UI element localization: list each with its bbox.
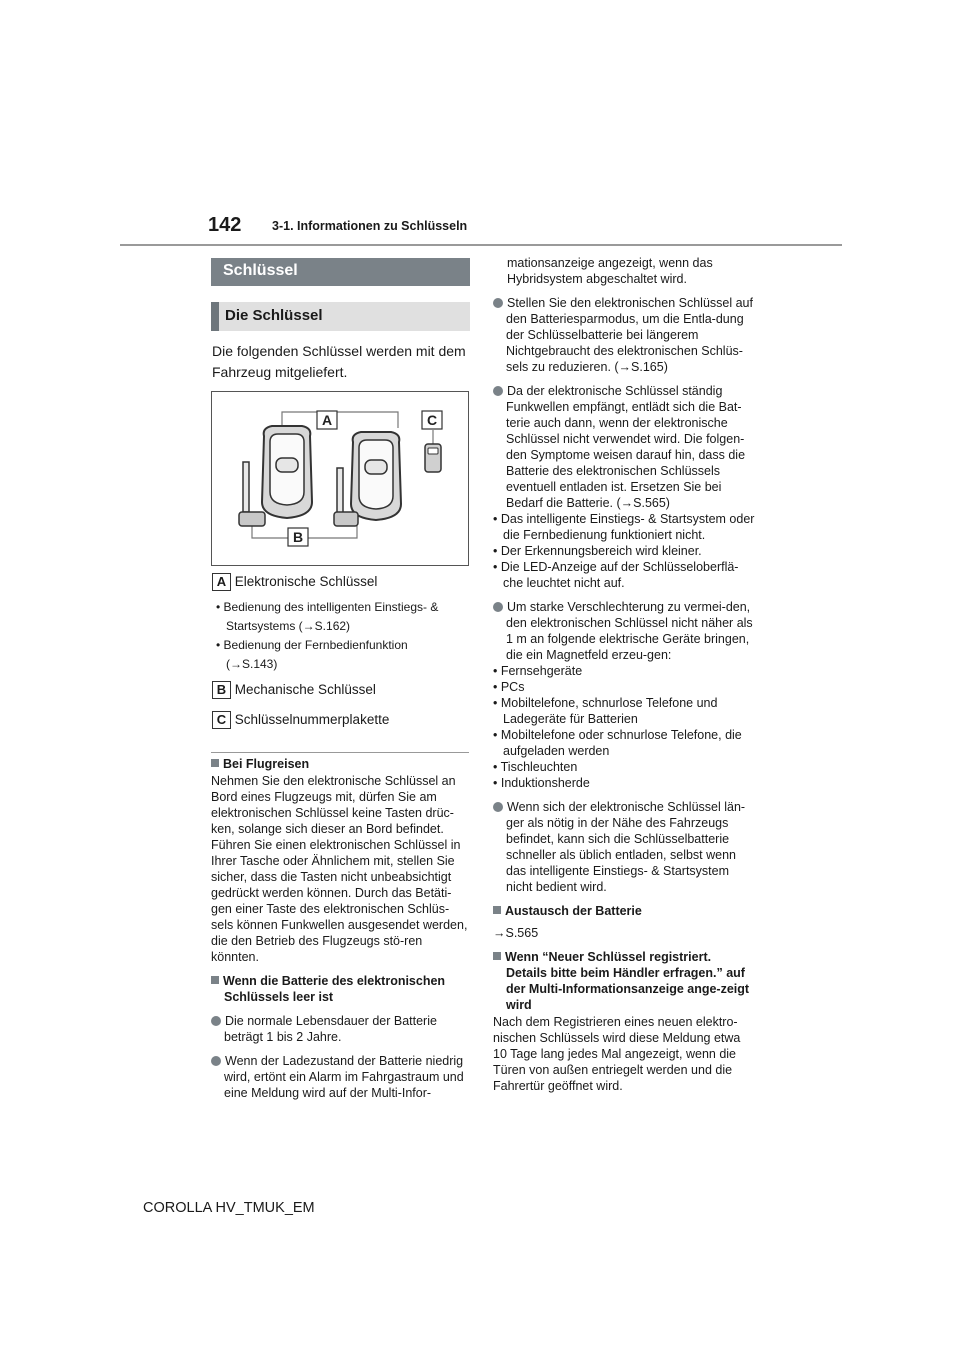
right-column [493,255,755,1094]
left-divider [211,752,469,753]
svg-text:B: B [292,529,304,545]
key-figure [211,391,469,566]
legend-b-label: Mechanische Schlüssel [234,682,376,697]
note-heading-new-key: Wenn “Neuer Schlüssel registriert. Details bitte beim Händler erfragen.” auf der Multi-Informationsanzeige ange-zeigt wird [493,949,755,1013]
legend-c-label: Schlüsselnummerplakette [234,712,390,727]
circle-bullet-icon [493,602,503,612]
note-heading-battery-replace: Austausch der Batterie [493,903,755,919]
key-number-plate [425,444,441,472]
note-flight-text: Nehmen Sie den elektronische Schlüssel an Bord eines Flugzeugs mit, dürfen Sie am elektronischen Schlüssel keine Tasten drüc-ken, solange sich dieser an Bord befindet. Führen Sie einen elektronischen Schlüssel in Ihrer Tasche oder Ähnlichem mit, stellen Sie sicher, dass die Tasten nicht unbeabsichtigt gedrückt werden können. Durch das Betäti-gen einer Taste des elektronischen Schlüs-sels können Funkwellen ausgesendet werden, die den Betrieb des Flugzeugs stö-ren könnten. [211,774,468,964]
electronic-key-left [262,426,312,518]
section-title: Schlüssel [211,258,470,286]
badge-c: C [212,711,231,729]
electronic-key-right [351,432,401,520]
figure-badge-a [317,411,337,429]
bullet-battery-alarm-cont: mationsanzeige angezeigt, wenn das Hybridsystem abgeschaltet wird. [507,256,713,286]
note-heading-flight: Bei Flugreisen [211,756,471,772]
symptom-1: • Das intelligente Einstiegs- & Startsystem oder die Fernbedienung funktioniert nicht. [493,512,755,542]
legend-a-bullet-2: • Bedienung der Fernbedienfunktion [216,638,408,652]
bullet-battery-save-mode: Stellen Sie den elektronischen Schlüssel auf den Batteriesparmodus, um die Entla-dung der Schlüsselbatterie bei längerem Nichtgebraucht des elektronischen Schlüs-sels zu reduzieren. (→S.165) [493,295,755,375]
bullet-magnetic-field: Um starke Verschlechterung zu vermei-den, den elektronischen Schlüssel nicht näher als 1 m an folgende elektrische Geräte bringen, die ein Magnetfeld erzeu-gen: [493,599,755,663]
legend-a-bullet-1-cont: Startsystems (→S.162) [226,619,351,633]
svg-text:C: C [426,412,438,428]
device-5: • Tischleuchten [493,760,578,774]
left-notes [211,756,471,1101]
circle-bullet-icon [211,1056,221,1066]
bullet-near-vehicle: Wenn sich der elektronische Schlüssel län-ger als nötig in der Nähe des Fahrzeugs befindet, kann sich die Schlüsselbatterie schneller als üblich entladen, selbst wenn das intelligente Einstiegs- & Startsystem nicht bedient wird. [493,799,755,895]
badge-a: A [212,573,231,591]
intro-text: Die folgenden Schlüssel werden mit dem Fahrzeug mitgeliefert. [212,343,466,380]
note-heading-battery-empty: Wenn die Batterie des elektronischen Schlüssels leer ist [211,973,471,1005]
header-rule [120,244,842,246]
badge-b: B [212,681,231,699]
figure-badge-b [288,528,308,546]
chapter-title: 3-1. Informationen zu Schlüsseln [272,219,468,233]
device-1: • Fernsehgeräte [493,664,583,678]
subsection-title: Die Schlüssel [211,302,470,331]
keys-illustration [212,392,468,565]
square-bullet-icon [211,976,219,984]
circle-bullet-icon [493,298,503,308]
svg-text:A: A [321,412,333,428]
symptom-2: • Der Erkennungsbereich wird kleiner. [493,544,702,558]
circle-bullet-icon [211,1016,221,1026]
device-3: • Mobiltelefone, schnurlose Telefone und Ladegeräte für Batterien [493,696,718,726]
square-bullet-icon [211,759,219,767]
legend-a-bullet-2-cont: (→S.143) [226,657,278,671]
note-new-key-text: Nach dem Registrieren eines neuen elektro-nischen Schlüssels wird diese Meldung etwa 10 Tage lang jedes Mal angezeigt, wenn die Türen von außen entriegelt werden und die Fahrertür geöffnet wird. [493,1015,741,1093]
symptom-3: • Die LED-Anzeige auf der Schlüsseloberflä-che leuchtet nicht auf. [493,560,739,590]
page-number: 142 [208,214,242,236]
square-bullet-icon [493,952,501,960]
device-4: • Mobiltelefone oder schnurlose Telefone, die aufgeladen werden [493,728,742,758]
battery-replace-ref[interactable]: →S.565 [493,926,539,940]
circle-bullet-icon [493,802,503,812]
bullet-radio-waves: Da der elektronische Schlüssel ständig Funkwellen empfängt, entlädt sich die Bat-terie auch dann, wenn der elektronische Schlüssel nicht verwendet wird. Die folgen-den Symptome weisen darauf hin, dass die Batterie des elektronischen Schlüssels eventuell entladen ist. Ersetzen Sie bei Bedarf die Batterie. (→S.565) [493,383,755,511]
device-2: • PCs [493,680,525,694]
bullet-battery-alarm: Wenn der Ladezustand der Batterie niedrig wird, ertönt ein Alarm im Fahrgastraum und eine Meldung wird auf der Multi-Infor- [211,1053,471,1101]
legend-a [212,573,377,591]
device-6: • Induktionsherde [493,776,590,790]
legend-b [212,681,376,699]
legend-c [212,711,389,729]
mechanical-key-left [239,462,265,526]
bullet-battery-life: Die normale Lebensdauer der Batterie beträgt 1 bis 2 Jahre. [211,1013,471,1045]
square-bullet-icon [493,906,501,914]
circle-bullet-icon [493,386,503,396]
footer-model-code: COROLLA HV_TMUK_EM [143,1200,315,1216]
legend-a-label: Elektronische Schlüssel [234,574,378,589]
figure-badge-c [422,411,442,429]
legend-a-bullet-1: • Bedienung des intelligenten Einstiegs- & [216,600,439,614]
